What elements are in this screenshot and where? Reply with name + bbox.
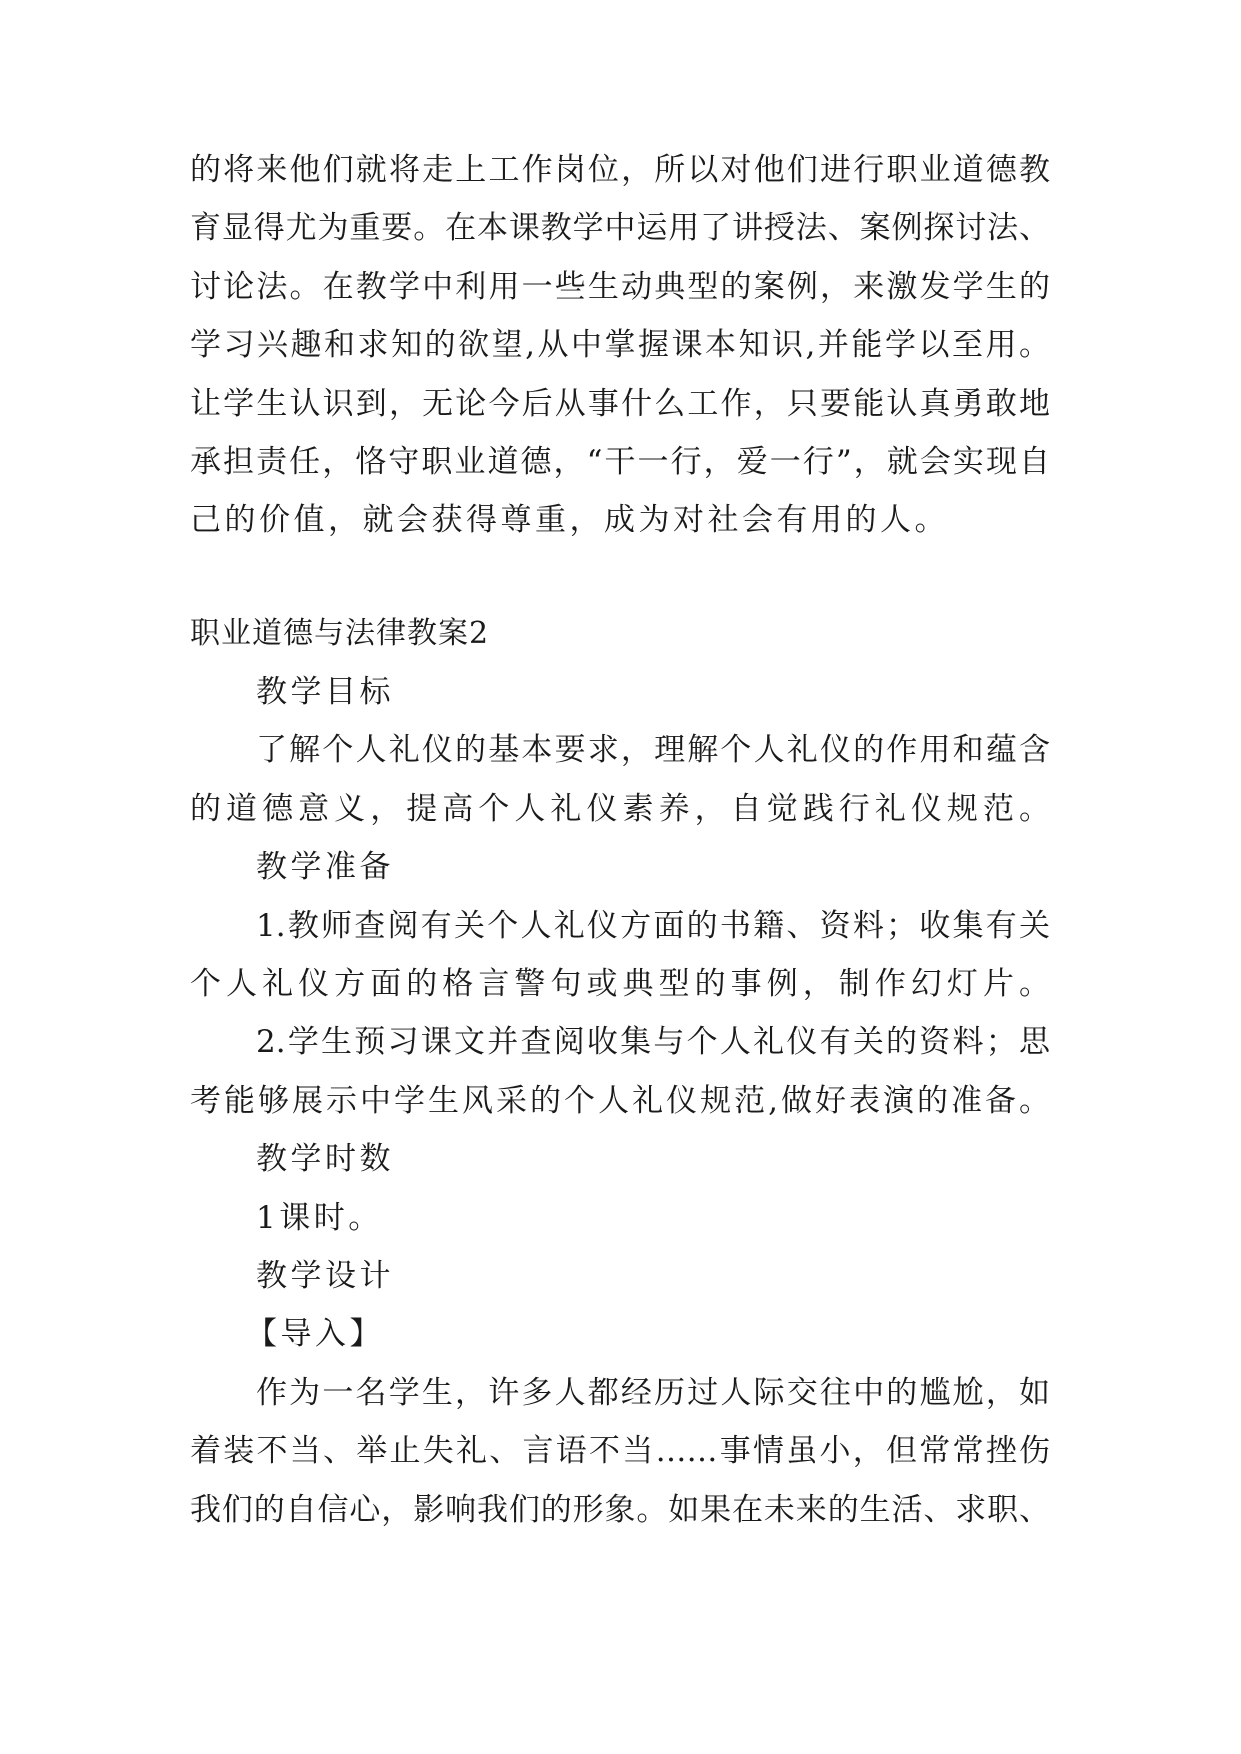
preparation-item-line: 2.学生预习课文并查阅收集与个人礼仪有关的资料；思 [256,1024,1050,1060]
preparation-item-line: 1.教师查阅有关个人礼仪方面的书籍、资料；收集有关 [256,908,1050,944]
design-line: 着装不当、举止失礼、言语不当……事情虽小，但常常挫伤 [190,1433,1050,1469]
goal-line: 的道德意义，提高个人礼仪素养，自觉践行礼仪规范。 [190,791,1050,827]
paragraph-line: 学习兴趣和求知的欲望,从中掌握课本知识,并能学以至用。 [190,327,1050,363]
design-line: 作为一名学生，许多人都经历过人际交往中的尴尬，如 [256,1375,1050,1411]
section-title: 职业道德与法律教案2 [190,616,490,651]
paragraph-line: 让学生认识到，无论今后从事什么工作，只要能认真勇敢地 [190,386,1050,422]
paragraph-line: 讨论法。在教学中利用一些生动典型的案例，来激发学生的 [190,269,1050,305]
preparation-item-line: 个人礼仪方面的格言警句或典型的事例，制作幻灯片。 [190,966,1050,1002]
goal-line: 了解个人礼仪的基本要求，理解个人礼仪的作用和蕴含 [256,732,1050,768]
preparation-item-line: 考能够展示中学生风采的个人礼仪规范,做好表演的准备。 [190,1083,1050,1119]
preparation-heading: 教学准备 [256,849,394,885]
paragraph-line: 己的价值，就会获得尊重，成为对社会有用的人。 [190,502,949,538]
paragraph-line: 的将来他们就将走上工作岗位，所以对他们进行职业道德教 [190,152,1050,188]
design-line: 我们的自信心，影响我们的形象。如果在未来的生活、求职、 [190,1492,1050,1528]
hours-value: 1课时。 [256,1200,383,1236]
paragraph-line: 育显得尤为重要。在本课教学中运用了讲授法、案例探讨法、 [190,210,1050,246]
hours-heading: 教学时数 [256,1141,394,1177]
design-heading: 教学设计 [256,1258,394,1294]
intro-heading: 【导入】 [246,1316,384,1352]
goal-heading: 教学目标 [256,674,394,710]
paragraph-line: 承担责任，恪守职业道德，“干一行，爱一行”，就会实现自 [190,444,1050,480]
